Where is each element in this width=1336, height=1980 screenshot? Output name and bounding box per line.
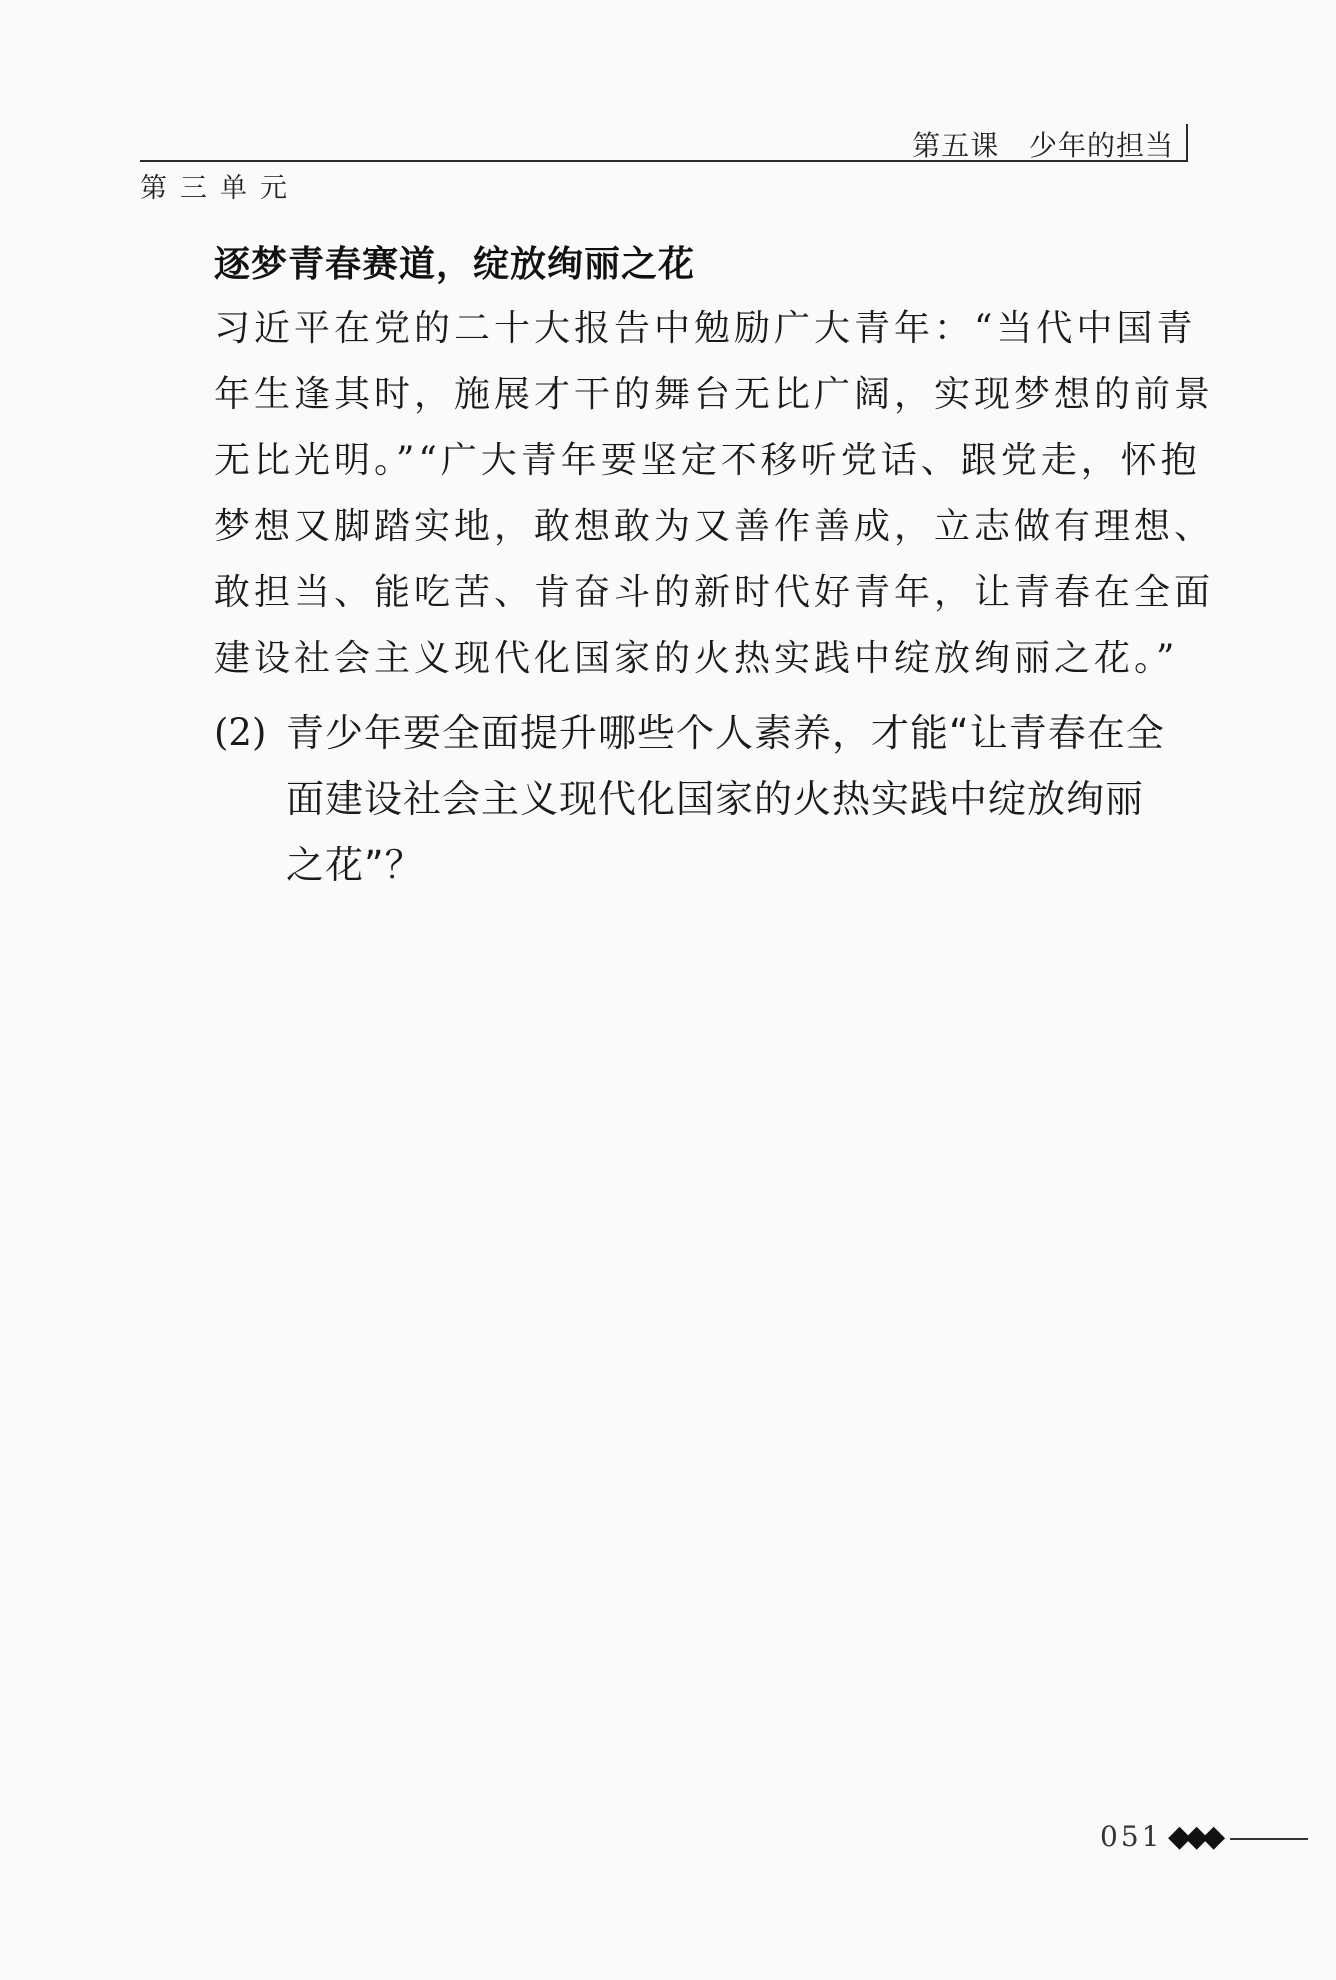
running-header-lesson: 第五课 少年的担当 <box>912 129 1174 162</box>
diamond-ornament-icon: ◆◆◆ <box>1168 1819 1220 1854</box>
question-line: 之花”？ <box>286 843 424 887</box>
question-number: (2) <box>214 711 267 754</box>
passage-line: 习近平在党的二十大报告中勉励广大青年：“当代中国青 <box>214 308 1197 349</box>
footer-rule <box>1230 1838 1308 1840</box>
question-text <box>286 700 1186 898</box>
question-line: 青少年要全面提升哪些个人素养，才能“让青春在全 <box>286 711 1165 755</box>
passage-line: 梦想又脚踏实地，敢想敢为又善作善成，立志做有理想、 <box>214 506 1215 547</box>
running-header-unit: 第三单元 <box>140 173 300 204</box>
section-title: 逐梦青春赛道，绽放绚丽之花 <box>214 244 696 285</box>
question-line: 面建设社会主义现代化国家的火热实践中绽放绚丽 <box>286 777 1145 821</box>
quoted-passage <box>214 296 1215 692</box>
passage-line: 年生逢其时，施展才干的舞台无比广阔，实现梦想的前景 <box>214 374 1215 415</box>
header-rule <box>140 160 1188 162</box>
page-number: 051 <box>1100 1820 1163 1853</box>
passage-line: 敢担当、能吃苦、肯奋斗的新时代好青年，让青春在全面 <box>214 572 1215 613</box>
passage-line: 建设社会主义现代化国家的火热实践中绽放绚丽之花。” <box>214 638 1179 679</box>
passage-line: 无比光明。”“广大青年要坚定不移听党话、跟党走，怀抱 <box>214 440 1201 481</box>
header-end-bar <box>1186 124 1188 160</box>
